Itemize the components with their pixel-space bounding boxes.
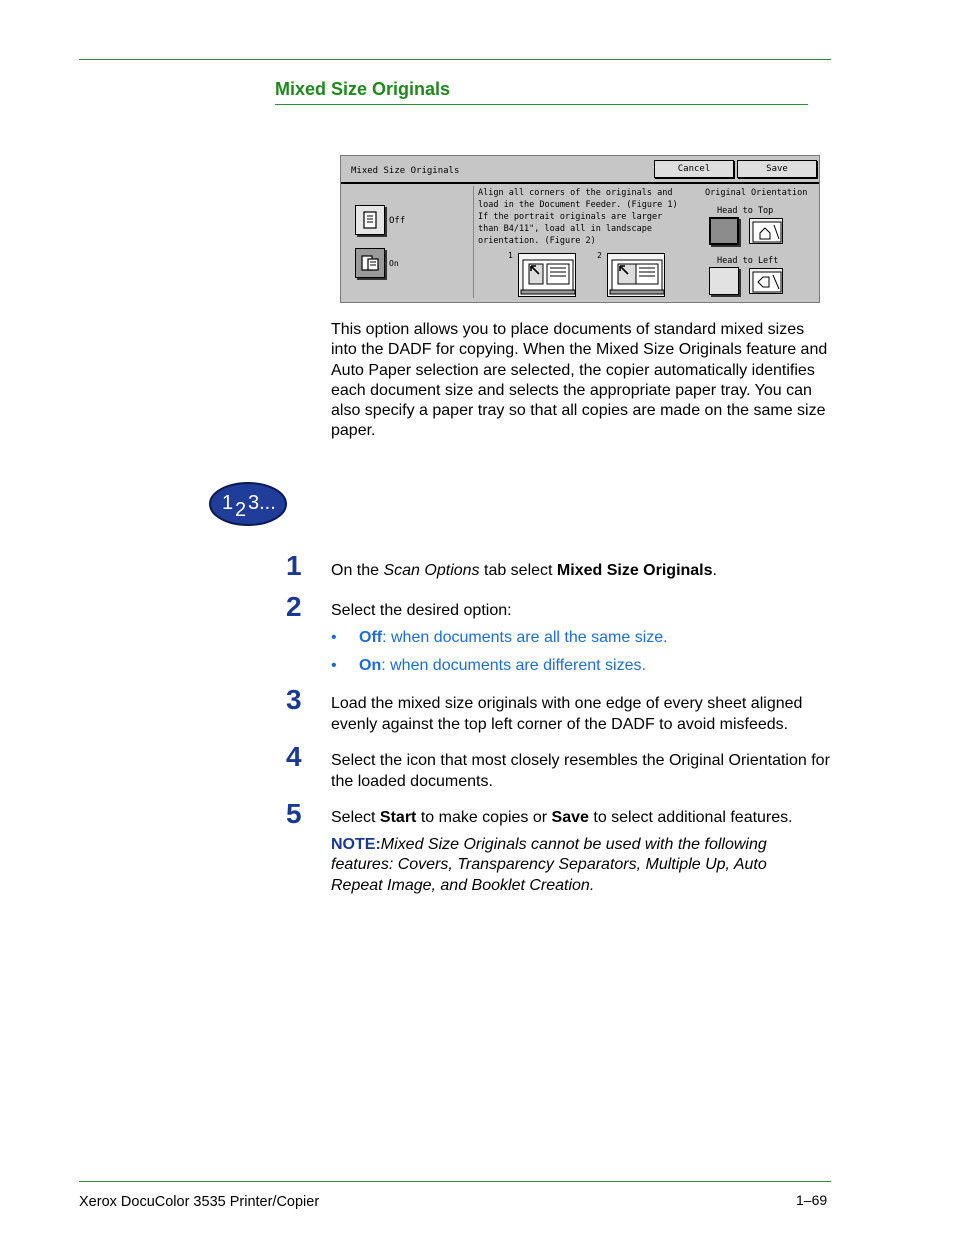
step-2-number: 2 xyxy=(286,591,302,622)
bullet-off: • Off: when documents are all the same size. xyxy=(331,629,668,646)
step-4-number: 4 xyxy=(286,741,302,772)
badge-digit-1: 1 xyxy=(222,492,234,514)
footer-page-number: 1–69 xyxy=(796,1192,828,1208)
note-label: NOTE: xyxy=(331,836,381,853)
badge-digit-3: 3... xyxy=(248,492,276,514)
document-feeder-icon xyxy=(519,254,577,298)
save-button[interactable]: Save xyxy=(737,160,817,178)
option-on-label: On xyxy=(389,259,399,268)
bullet-on: • On: when documents are different sizes. xyxy=(331,657,646,674)
note-paragraph xyxy=(331,835,821,896)
step-3-text: Load the mixed size originals with one edge of every sheet aligned evenly against the top left corner of the DADF to avoid misfeeds. xyxy=(331,695,803,733)
screen-title: Mixed Size Originals xyxy=(351,166,460,176)
head-to-left-label: Head to Left xyxy=(717,256,779,266)
intro-paragraph: This option allows you to place documents of standard mixed sizes into the DADF for copying. When the Mixed Size Originals feature and Auto Paper selection are selected, the copier automatically identifies each document size and selects the appropriate paper tray. You can also specify a paper tray so that all copies are made on the same size paper. xyxy=(331,321,828,440)
option-off-label: Off xyxy=(389,216,406,226)
option-off-button[interactable] xyxy=(355,205,385,235)
figure-2-feeder-illustration xyxy=(607,253,665,297)
figure-1-feeder-illustration xyxy=(518,253,576,297)
step-4-text: Select the icon that most closely resembles the Original Orientation for the loaded documents. xyxy=(331,752,830,790)
step-5-text: Select Start to make copies or Save to select additional features. xyxy=(331,809,793,826)
orientation-title: Original Orientation xyxy=(705,188,808,198)
head-to-top-label: Head to Top xyxy=(717,206,774,216)
mixed-documents-icon xyxy=(360,253,380,273)
option-on-button[interactable] xyxy=(355,248,385,278)
steps-badge-icon xyxy=(208,481,288,527)
single-document-icon xyxy=(360,210,380,230)
step-1-text: On the Scan Options tab select Mixed Size Originals. xyxy=(331,562,717,579)
step-3-number: 3 xyxy=(286,684,302,715)
head-to-top-icon xyxy=(749,218,783,244)
screen-header xyxy=(341,156,819,184)
document-feeder-landscape-icon xyxy=(608,254,666,298)
footer-rule xyxy=(79,1181,831,1182)
figure-1-label: 1 xyxy=(508,251,513,260)
badge-digit-2: 2 xyxy=(235,499,247,521)
note-text: Mixed Size Originals cannot be used with the following features: Covers, Transparency Separators, Multiple Up, Auto Repeat Image, and Booklet Creation. xyxy=(331,836,767,894)
step-2-text: Select the desired option: xyxy=(331,602,512,619)
screen-divider xyxy=(473,186,474,298)
screen-instructions: Align all corners of the originals and load in the Document Feeder. (Figure 1) If the portrait originals are larger than B4/11", load all in landscape orientation. (Figure 2) xyxy=(478,188,678,247)
head-to-top-button[interactable] xyxy=(709,217,739,245)
head-to-left-button[interactable] xyxy=(709,267,739,295)
mixed-size-originals-screen xyxy=(340,155,820,303)
figure-2-label: 2 xyxy=(597,251,602,260)
cancel-button[interactable]: Cancel xyxy=(654,160,734,178)
step-1-number: 1 xyxy=(286,550,302,581)
step-5-number: 5 xyxy=(286,798,302,829)
section-title: Mixed Size Originals xyxy=(275,79,808,105)
header-rule xyxy=(79,59,831,60)
footer-product-name: Xerox DocuColor 3535 Printer/Copier xyxy=(79,1194,320,1210)
head-to-left-icon xyxy=(749,268,783,294)
